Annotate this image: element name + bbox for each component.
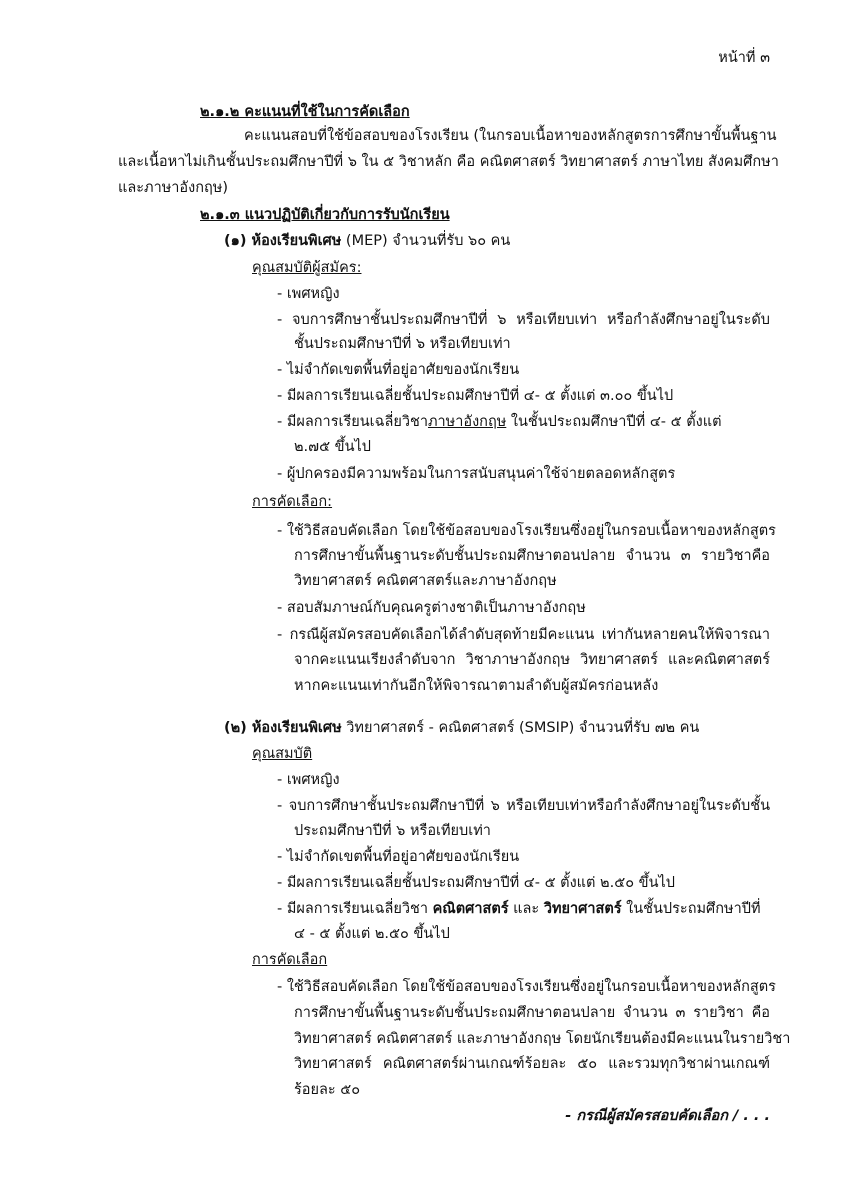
mep-qual-3: - ไม่จำกัดเขตพื้นที่อยู่อาศัยของนักเรียน xyxy=(277,362,520,378)
mep-qual-5-subject: ภาษาอังกฤษ xyxy=(427,414,507,430)
smsip-qualification-label: คุณสมบัติ xyxy=(252,746,313,762)
mep-qual-6: - ผู้ปกครองมีความพร้อมในการสนับสนุนค่าใช้จ่ายตลอดหลักสูตร xyxy=(277,466,676,482)
mep-qual-5-cont: ๒.๗๕ ขึ้นไป xyxy=(294,439,371,455)
mep-qual-2: - จบการศึกษาชั้นประถมศึกษาปีที่ ๖ หรือเทียบเท่า หรือกำลังศึกษาอยู่ในระดับ xyxy=(277,312,770,328)
page-number: หน้าที่ ๓ xyxy=(718,50,770,66)
mep-qual-4: - มีผลการเรียนเฉลี่ยชั้นประถมศึกษาปีที่ ๔- ๕ ตั้งแต่ ๓.๐๐ ขึ้นไป xyxy=(277,388,674,404)
mep-sel-2: - สอบสัมภาษณ์กับคุณครูต่างชาติเป็นภาษาอังกฤษ xyxy=(277,600,586,616)
smsip-heading xyxy=(224,716,699,740)
smsip-sel-1-cont-4: ร้อยละ ๕๐ xyxy=(294,1082,361,1098)
mep-qual-5-post: ในชั้นประถมศึกษาปีที่ ๔- ๕ ตั้งแต่ xyxy=(506,414,722,430)
smsip-qual-5-math: คณิตศาสตร์ xyxy=(432,901,509,917)
mep-qual-5 xyxy=(277,410,721,434)
mep-qualification-label: คุณสมบัติผู้สมัคร: xyxy=(252,260,362,276)
mep-qual-1: - เพศหญิง xyxy=(277,286,340,302)
mep-qual-5-pre: - มีผลการเรียนเฉลี่ยวิชา xyxy=(277,414,428,430)
mep-heading xyxy=(224,229,510,253)
mep-sel-1: - ใช้วิธีสอบคัดเลือก โดยใช้ข้อสอบของโรงเรียนซึ่งอยู่ในกรอบเนื้อหาของหลักสูตร xyxy=(277,523,776,539)
smsip-qual-4: - มีผลการเรียนเฉลี่ยชั้นประถมศึกษาปีที่ ๔- ๕ ตั้งแต่ ๒.๕๐ ขึ้นไป xyxy=(277,875,675,891)
mep-sel-3-cont-1: จากคะแนนเรียงลำดับจาก วิชาภาษาอังกฤษ วิทยาศาสตร์ และคณิตศาสตร์ xyxy=(294,652,770,668)
mep-heading-bold: (๑) ห้องเรียนพิเศษ xyxy=(224,233,342,249)
smsip-qual-1: - เพศหญิง xyxy=(277,772,340,788)
smsip-qual-5 xyxy=(277,897,761,921)
mep-qual-2-cont: ชั้นประถมศึกษาปีที่ ๖ หรือเทียบเท่า xyxy=(294,336,511,352)
smsip-sel-1: - ใช้วิธีสอบคัดเลือก โดยใช้ข้อสอบของโรงเรียนซึ่งอยู่ในกรอบเนื้อหาของหลักสูตร xyxy=(277,979,776,995)
section-212-line-1: คะแนนสอบที่ใช้ข้อสอบของโรงเรียน (ในกรอบเนื้อหาของหลักสูตรการศึกษาขั้นพื้นฐาน xyxy=(244,128,777,144)
smsip-qual-3: - ไม่จำกัดเขตพื้นที่อยู่อาศัยของนักเรียน xyxy=(277,849,520,865)
mep-sel-3: - กรณีผู้สมัครสอบคัดเลือกได้ลำดับสุดท้ายมีคะแนน เท่ากันหลายคนให้พิจารณา xyxy=(277,627,770,643)
section-212-heading: ๒.๑.๒ คะแนนที่ใช้ในการคัดเลือก xyxy=(200,104,410,120)
section-213-heading: ๒.๑.๓ แนวปฏิบัติเกี่ยวกับการรับนักเรียน xyxy=(200,207,450,223)
smsip-qual-5-mid: และ xyxy=(508,901,544,917)
section-212-line-3: และภาษาอังกฤษ) xyxy=(118,180,228,196)
smsip-qual-2-cont: ประถมศึกษาปีที่ ๖ หรือเทียบเท่า xyxy=(294,823,491,839)
mep-heading-rest: (MEP) จำนวนที่รับ ๖๐ คน xyxy=(341,233,511,249)
mep-sel-3-cont-2: หากคะแนนเท่ากันอีกให้พิจารณาตามลำดับผู้สมัครก่อนหลัง xyxy=(294,678,659,694)
section-212-line-2: และเนื้อหาไม่เกินชั้นประถมศึกษาปีที่ ๖ ใน ๕ วิชาหลัก คือ คณิตศาสตร์ วิทยาศาสตร์ ภาษาไทย สังคมศึกษา xyxy=(118,154,779,170)
smsip-qual-5-cont: ๔ - ๕ ตั้งแต่ ๒.๕๐ ขึ้นไป xyxy=(294,926,450,942)
continuation-note: - กรณีผู้สมัครสอบคัดเลือก / . . . xyxy=(565,1108,770,1124)
smsip-qual-2: - จบการศึกษาชั้นประถมศึกษาปีที่ ๖ หรือเทียบเท่าหรือกำลังศึกษาอยู่ในระดับชั้น xyxy=(277,798,770,814)
smsip-qual-5-post: ในชั้นประถมศึกษาปีที่ xyxy=(621,901,761,917)
smsip-qual-5-science: วิทยาศาสตร์ xyxy=(543,901,622,917)
smsip-selection-label: การคัดเลือก xyxy=(252,952,328,968)
smsip-sel-1-cont-3: วิทยาศาสตร์ คณิตศาสตร์ผ่านเกณฑ์ร้อยละ ๕๐ และรวมทุกวิชาผ่านเกณฑ์ xyxy=(294,1056,770,1072)
mep-sel-1-cont-1: การศึกษาขั้นพื้นฐานระดับชั้นประถมศึกษาตอนปลาย จำนวน ๓ รายวิชาคือ xyxy=(294,548,770,564)
smsip-sel-1-cont-2: วิทยาศาสตร์ คณิตศาสตร์ และภาษาอังกฤษ โดยนักเรียนต้องมีคะแนนในรายวิชา xyxy=(294,1031,791,1047)
mep-selection-label: การคัดเลือก: xyxy=(252,494,333,510)
smsip-qual-5-pre: - มีผลการเรียนเฉลี่ยวิชา xyxy=(277,901,433,917)
mep-sel-1-cont-2: วิทยาศาสตร์ คณิตศาสตร์และภาษาอังกฤษ xyxy=(294,573,557,589)
smsip-heading-rest: วิทยาศาสตร์ - คณิตศาสตร์ (SMSIP) จำนวนที่รับ ๗๒ คน xyxy=(341,720,700,736)
smsip-sel-1-cont-1: การศึกษาขั้นพื้นฐานระดับชั้นประถมศึกษาตอนปลาย จำนวน ๓ รายวิชา คือ xyxy=(294,1005,770,1021)
smsip-heading-bold: (๒) ห้องเรียนพิเศษ xyxy=(224,720,342,736)
